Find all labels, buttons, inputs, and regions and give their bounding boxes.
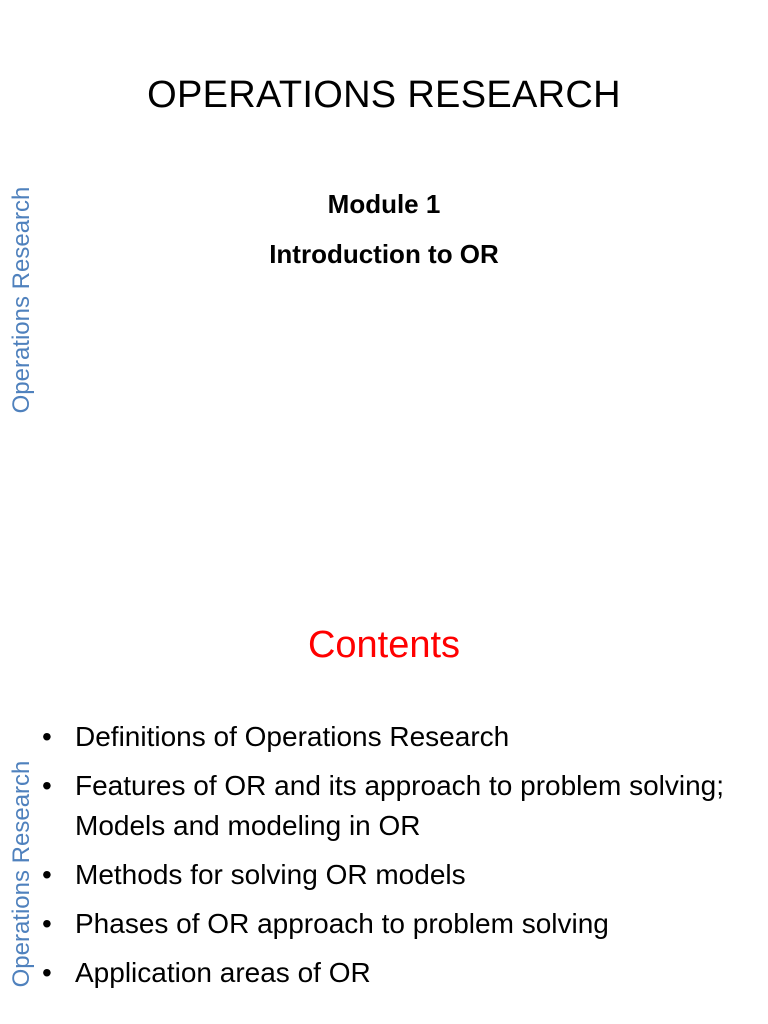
- contents-list: [42, 717, 732, 1002]
- list-item: [42, 766, 732, 846]
- list-item-text: Features of OR and its approach to problem solving; Models and modeling in OR: [75, 770, 725, 841]
- list-item: [42, 717, 732, 757]
- bullet-icon: •: [42, 770, 52, 801]
- list-item-text: Application areas of OR: [75, 957, 371, 988]
- module-subtitle: Introduction to OR: [269, 239, 499, 269]
- side-label: Operations Research: [8, 186, 35, 414]
- list-item-text: Phases of OR approach to problem solving: [75, 908, 609, 939]
- bullet-icon: •: [42, 908, 52, 939]
- slide-title: OPERATIONS RESEARCH: [147, 74, 621, 116]
- module-label: Module 1: [327, 189, 441, 219]
- list-item-text: Definitions of Operations Research: [75, 721, 510, 752]
- contents-heading: Contents: [307, 624, 461, 666]
- list-item: [42, 953, 732, 993]
- bullet-icon: •: [42, 721, 52, 752]
- list-item: [42, 855, 732, 895]
- list-item-text: Methods for solving OR models: [75, 859, 466, 890]
- contents-slide: [0, 512, 768, 1024]
- bullet-icon: •: [42, 957, 52, 988]
- bullet-icon: •: [42, 859, 52, 890]
- side-label: Operations Research: [8, 760, 35, 988]
- list-item: [42, 904, 732, 944]
